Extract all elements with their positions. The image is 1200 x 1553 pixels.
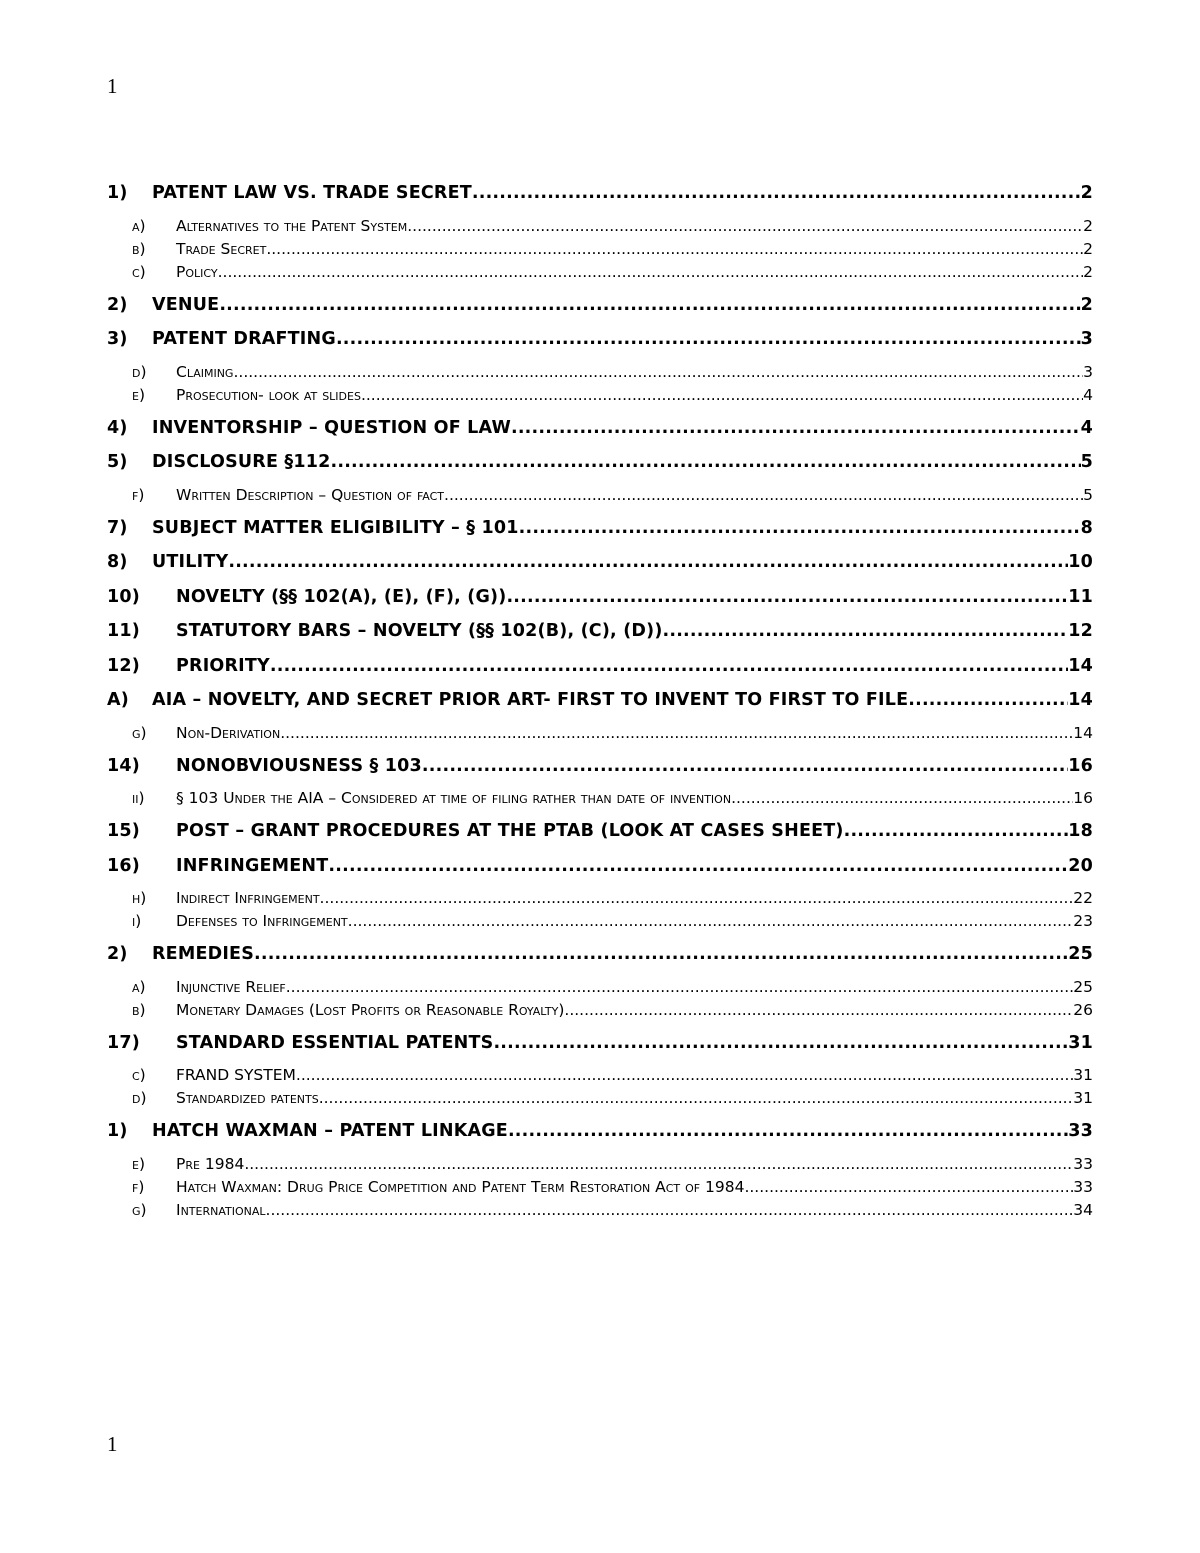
toc-sub-entry[interactable] xyxy=(107,787,1093,810)
toc-entry-number: 3) xyxy=(107,329,128,349)
toc-dot-leader xyxy=(266,238,1083,261)
toc-heading-entry[interactable] xyxy=(107,288,1093,323)
toc-dot-leader xyxy=(493,1026,1068,1061)
toc-entry-title: SUBJECT MATTER ELIGIBILITY – § 101 xyxy=(152,517,519,538)
toc-heading-entry[interactable] xyxy=(107,1114,1093,1149)
page-number-bottom: 1 xyxy=(107,1432,118,1456)
toc-entry-number: f) xyxy=(132,1177,145,1196)
toc-entry-title: Alternatives to the Patent System xyxy=(176,216,408,235)
toc-entry-title: Prosecution- look at slides xyxy=(176,385,361,404)
toc-sub-entry[interactable] xyxy=(107,215,1093,238)
toc-entry-title: Pre 1984 xyxy=(176,1154,245,1173)
toc-entry-page: 31 xyxy=(1073,1066,1093,1084)
toc-entry-title: Indirect Infringement xyxy=(176,889,320,907)
toc-entry-title: Injunctive Relief xyxy=(176,977,286,996)
toc-entry-title: NONOBVIOUSNESS § 103 xyxy=(176,755,422,776)
toc-entry-page: 20 xyxy=(1068,855,1093,876)
toc-sub-entry[interactable] xyxy=(107,238,1093,261)
toc-heading-entry[interactable] xyxy=(107,1026,1093,1061)
toc-sub-entry[interactable] xyxy=(107,887,1093,910)
toc-dot-leader xyxy=(506,580,1068,615)
toc-heading-entry[interactable] xyxy=(107,937,1093,972)
toc-entry-title: Policy xyxy=(176,262,218,281)
toc-entry-title: AIA – NOVELTY, AND SECRET PRIOR ART- FIRST TO INVENT TO FIRST TO FILE xyxy=(152,690,909,710)
toc-dot-leader xyxy=(564,999,1073,1022)
toc-dot-leader xyxy=(908,683,1068,718)
toc-entry-number: e) xyxy=(132,385,145,404)
toc-dot-leader xyxy=(219,288,1080,323)
toc-heading-entry[interactable] xyxy=(107,322,1093,357)
toc-entry-number: a) xyxy=(132,977,146,996)
toc-entry-title: Defenses to Infringement xyxy=(176,912,348,930)
toc-entry-page: 31 xyxy=(1068,1032,1093,1053)
toc-sub-entry[interactable] xyxy=(107,384,1093,407)
toc-entry-number: h) xyxy=(132,889,147,907)
toc-heading-entry[interactable] xyxy=(107,614,1093,649)
toc-entry-page: 22 xyxy=(1073,889,1093,907)
toc-sub-entry[interactable] xyxy=(107,484,1093,507)
toc-dot-leader xyxy=(731,787,1073,810)
toc-entry-number: 1) xyxy=(107,1121,128,1141)
toc-entry-number: b) xyxy=(132,239,146,258)
toc-entry-title: Standardized patents xyxy=(176,1089,319,1107)
toc-entry-title: NOVELTY (§§ 102(A), (E), (F), (G)) xyxy=(176,586,507,607)
toc-entry-number: f) xyxy=(132,485,145,504)
toc-dot-leader xyxy=(328,849,1068,884)
toc-heading-entry[interactable] xyxy=(107,814,1093,849)
toc-entry-page: 25 xyxy=(1073,977,1093,996)
toc-entry-number: 17) xyxy=(107,1032,140,1053)
toc-entry-number: a) xyxy=(132,216,146,235)
toc-dot-leader xyxy=(296,1064,1073,1087)
toc-entry-page: 5 xyxy=(1080,452,1093,472)
toc-entry-title: REMEDIES xyxy=(152,944,254,964)
toc-entry-number: c) xyxy=(132,262,146,281)
toc-heading-entry[interactable] xyxy=(107,849,1093,884)
toc-dot-leader xyxy=(286,976,1074,999)
toc-dot-leader xyxy=(508,1114,1068,1149)
toc-sub-entry[interactable] xyxy=(107,999,1093,1022)
toc-entry-number: 8) xyxy=(107,552,128,572)
toc-entry-title: POST – GRANT PROCEDURES AT THE PTAB (LOOK AT CASES SHEET) xyxy=(176,821,844,841)
toc-heading-entry[interactable] xyxy=(107,580,1093,615)
toc-entry-number: b) xyxy=(132,1000,146,1019)
toc-heading-entry[interactable] xyxy=(107,649,1093,684)
toc-entry-number: 10) xyxy=(107,586,140,607)
toc-entry-title: STATUTORY BARS – NOVELTY (§§ 102(B), (C), (D)) xyxy=(176,621,663,641)
toc-entry-page: 33 xyxy=(1068,1121,1093,1141)
toc-entry-title: PATENT DRAFTING xyxy=(152,329,336,349)
toc-entry-page: 26 xyxy=(1073,1000,1093,1019)
toc-entry-page: 33 xyxy=(1073,1154,1093,1173)
toc-entry-page: 5 xyxy=(1083,485,1093,504)
toc-entry-page: 33 xyxy=(1073,1177,1093,1196)
toc-sub-entry[interactable] xyxy=(107,1199,1093,1222)
toc-entry-number: 16) xyxy=(107,855,140,876)
toc-dot-leader xyxy=(844,814,1069,849)
toc-sub-entry[interactable] xyxy=(107,722,1093,745)
toc-dot-leader xyxy=(244,1153,1073,1176)
toc-entry-title: International xyxy=(176,1200,266,1219)
toc-heading-entry[interactable] xyxy=(107,749,1093,784)
toc-entry-page: 31 xyxy=(1073,1089,1093,1107)
toc-entry-title: Claiming xyxy=(176,362,234,381)
toc-entry-page: 18 xyxy=(1068,821,1093,841)
toc-entry-title: Non-Derivation xyxy=(176,723,281,742)
page-number-top: 1 xyxy=(107,74,118,98)
toc-entry-title: PRIORITY xyxy=(176,655,270,676)
toc-heading-entry[interactable] xyxy=(107,683,1093,718)
toc-entry-number: i) xyxy=(132,912,142,930)
toc-dot-leader xyxy=(280,722,1073,745)
toc-dot-leader xyxy=(336,322,1081,357)
toc-entry-page: 3 xyxy=(1080,329,1093,349)
toc-heading-entry[interactable] xyxy=(107,411,1093,446)
toc-entry-page: 8 xyxy=(1080,517,1093,538)
toc-entry-page: 2 xyxy=(1083,262,1093,281)
toc-entry-page: 2 xyxy=(1083,239,1093,258)
toc-dot-leader xyxy=(228,545,1068,580)
toc-entry-page: 4 xyxy=(1083,385,1093,404)
toc-entry-number: g) xyxy=(132,1200,147,1219)
toc-entry-title: § 103 Under the AIA – Considered at time of filing rather than date of invention xyxy=(176,789,732,807)
toc-entry-number: e) xyxy=(132,1154,145,1173)
toc-sub-entry[interactable] xyxy=(107,1176,1093,1199)
toc-entry-number: 2) xyxy=(107,294,128,315)
toc-entry-page: 14 xyxy=(1073,723,1093,742)
toc-dot-leader xyxy=(266,1199,1074,1222)
toc-entry-page: 3 xyxy=(1083,362,1093,381)
toc-entry-page: 11 xyxy=(1068,586,1093,607)
toc-sub-entry[interactable] xyxy=(107,1064,1093,1087)
toc-entry-title: Trade Secret xyxy=(176,239,267,258)
toc-entry-number: 1) xyxy=(107,183,128,203)
toc-entry-page: 23 xyxy=(1073,912,1093,930)
toc-dot-leader xyxy=(407,215,1083,238)
toc-entry-page: 14 xyxy=(1068,690,1093,710)
toc-dot-leader xyxy=(744,1176,1073,1199)
toc-entry-page: 14 xyxy=(1068,655,1093,676)
toc-entry-number: 15) xyxy=(107,821,140,841)
toc-entry-title: Hatch Waxman: Drug Price Competition and Patent Term Restoration Act of 1984 xyxy=(176,1177,745,1196)
toc-entry-page: 2 xyxy=(1080,294,1093,315)
toc-entry-number: 7) xyxy=(107,517,128,538)
table-of-contents xyxy=(107,176,1093,1226)
toc-entry-title: VENUE xyxy=(152,294,220,315)
toc-entry-number: g) xyxy=(132,723,147,742)
toc-dot-leader xyxy=(319,1087,1074,1110)
toc-entry-title: UTILITY xyxy=(152,552,229,572)
toc-entry-title: PATENT LAW VS. TRADE SECRET xyxy=(152,183,472,203)
toc-entry-title: INVENTORSHIP – QUESTION OF LAW xyxy=(152,417,511,438)
toc-dot-leader xyxy=(348,910,1074,933)
toc-entry-number: 2) xyxy=(107,944,128,964)
toc-dot-leader xyxy=(218,261,1084,284)
toc-heading-entry[interactable] xyxy=(107,176,1093,211)
toc-entry-page: 12 xyxy=(1068,621,1093,641)
toc-dot-leader xyxy=(254,937,1068,972)
toc-entry-title: Written Description – Question of fact xyxy=(176,485,445,504)
toc-dot-leader xyxy=(444,484,1083,507)
toc-entry-number: c) xyxy=(132,1066,146,1084)
toc-entry-title: INFRINGEMENT xyxy=(176,855,329,876)
toc-dot-leader xyxy=(511,411,1081,446)
toc-entry-page: 10 xyxy=(1068,552,1093,572)
toc-dot-leader xyxy=(361,384,1083,407)
toc-heading-entry[interactable] xyxy=(107,511,1093,546)
toc-entry-page: 34 xyxy=(1073,1200,1093,1219)
toc-entry-number: d) xyxy=(132,1089,147,1107)
toc-entry-page: 2 xyxy=(1083,216,1093,235)
toc-sub-entry[interactable] xyxy=(107,910,1093,933)
toc-entry-number: 11) xyxy=(107,621,140,641)
toc-dot-leader xyxy=(331,445,1081,480)
toc-entry-page: 16 xyxy=(1068,755,1093,776)
toc-entry-number: 4) xyxy=(107,417,128,438)
toc-sub-entry[interactable] xyxy=(107,1087,1093,1110)
toc-entry-title: FRAND SYSTEM xyxy=(176,1066,296,1084)
toc-entry-number: 5) xyxy=(107,452,128,472)
toc-entry-title: HATCH WAXMAN – PATENT LINKAGE xyxy=(152,1121,508,1141)
toc-sub-entry[interactable] xyxy=(107,361,1093,384)
toc-entry-page: 25 xyxy=(1068,944,1093,964)
toc-sub-entry[interactable] xyxy=(107,1153,1093,1176)
toc-entry-title: DISCLOSURE §112 xyxy=(152,452,331,472)
toc-dot-leader xyxy=(663,614,1069,649)
toc-entry-number: d) xyxy=(132,362,147,381)
toc-entry-title: Monetary Damages (Lost Profits or Reasonable Royalty) xyxy=(176,1000,565,1019)
toc-entry-page: 16 xyxy=(1073,789,1093,807)
toc-heading-entry[interactable] xyxy=(107,445,1093,480)
toc-entry-title: STANDARD ESSENTIAL PATENTS xyxy=(176,1032,494,1053)
toc-entry-number: ii) xyxy=(132,789,145,807)
toc-dot-leader xyxy=(320,887,1074,910)
toc-entry-number: A) xyxy=(107,690,129,710)
toc-entry-page: 4 xyxy=(1080,417,1093,438)
toc-dot-leader xyxy=(233,361,1083,384)
toc-entry-number: 14) xyxy=(107,755,140,776)
toc-sub-entry[interactable] xyxy=(107,976,1093,999)
toc-sub-entry[interactable] xyxy=(107,261,1093,284)
toc-dot-leader xyxy=(422,749,1068,784)
toc-entry-number: 12) xyxy=(107,655,140,676)
toc-dot-leader xyxy=(472,176,1081,211)
toc-dot-leader xyxy=(519,511,1081,546)
toc-heading-entry[interactable] xyxy=(107,545,1093,580)
toc-dot-leader xyxy=(270,649,1068,684)
toc-entry-page: 2 xyxy=(1080,183,1093,203)
